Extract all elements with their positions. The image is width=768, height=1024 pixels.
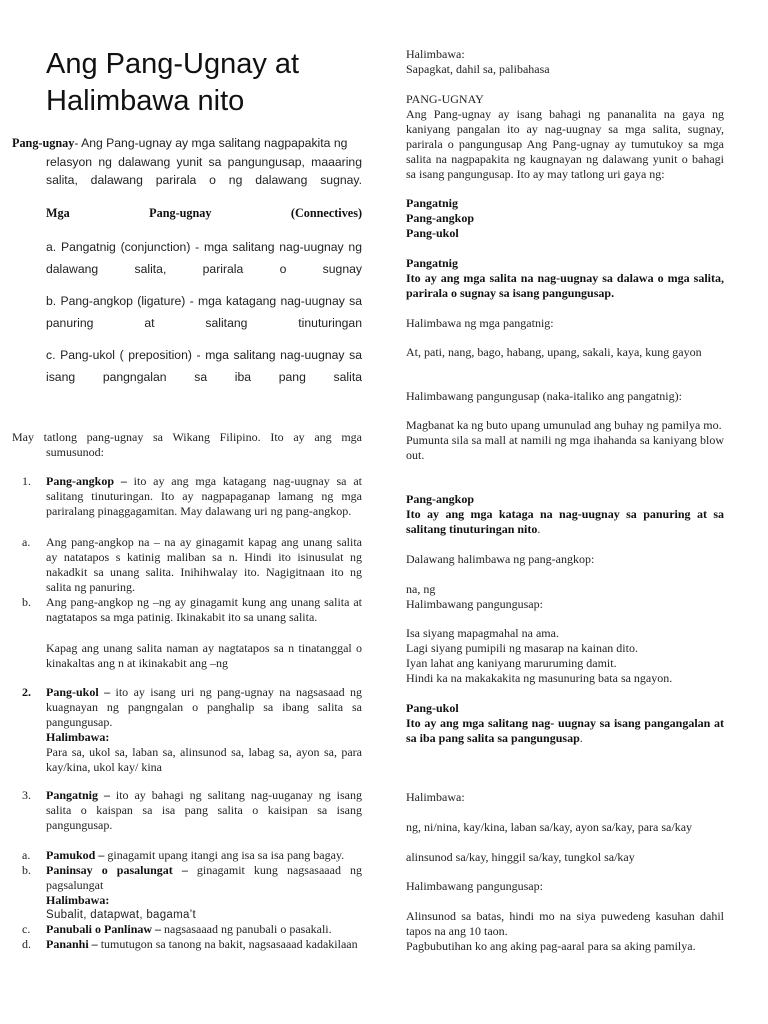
pangangkop-sentences-label: Halimbawang pangungusap: — [406, 597, 543, 611]
connectives-label: (Connectives) — [290, 206, 362, 220]
item-pangangkop — [46, 294, 362, 331]
definition-term: Pang-ugnay — [12, 136, 75, 150]
pangangkop-examples: na, ng — [406, 582, 436, 596]
intro-paragraph — [12, 430, 362, 460]
pangangkop-definition-end: . — [537, 522, 541, 536]
list-item-3c-letter: c. — [22, 922, 31, 936]
list-item-1b — [22, 595, 362, 625]
pangatnig-sentence-2: Pumunta sila sa mall at namili ng mga ihahanda sa kaniyang blow out. — [406, 433, 724, 462]
right-halimbawa-label: Halimbawa: — [406, 47, 465, 61]
pangukol-heading: Pang-ukol — [406, 701, 459, 715]
list-item-3a-term: Pamukod – — [46, 848, 105, 862]
item-b-line-1: b. Pang-angkop (ligature) - mga katagang nag-uugnay sa — [46, 294, 362, 308]
types-list-item-1: Pangatnig — [406, 196, 459, 210]
list-item-3b — [22, 863, 362, 923]
page-title — [46, 46, 366, 120]
list-item-3 — [22, 788, 362, 833]
list-item-3a — [22, 848, 362, 863]
list-item-3d — [22, 937, 362, 952]
intro-line-2: sumusunod: — [46, 445, 105, 459]
pangukol-examples-2: alinsunod sa/kay, hinggil sa/kay, tungkol sa/kay — [406, 850, 635, 864]
list-item-3b-examples: Subalit, datapwat, bagama’t — [46, 909, 197, 921]
pangukol-sentences-label: Halimbawang pangungusap: — [406, 879, 543, 893]
connectives-mga: Mga — [46, 206, 70, 220]
list-item-1a-text: Ang pang-angkop na – na ay ginagamit kapag ang unang salita ay natatapos s katinig maliban sa n. Hindi ito isinusulat ng nakadkit sa unang salita. Inihihwalay ito. Nagigitnaan ito ng salita ng panuring. — [46, 535, 362, 594]
pangatnig-sentence-1: Magbanat ka ng buto upang umunulad ang buhay ng pamilya mo. — [406, 418, 722, 432]
list-item-3c — [22, 922, 362, 937]
list-item-2-text: ito ay isang uri ng pang-ugnay na nagsasaad ng kuagnayan ng pangngalan o panghalip sa ibang salita sa pangungusap. — [46, 685, 362, 729]
pangukol-definition: Ito ay ang mga salitang nag- uugnay sa isang pangangalan at sa iba pang salita sa pangungusap — [406, 716, 724, 745]
connectives-pangugnay: Pang-ugnay — [149, 206, 212, 220]
pangatnig-definition: Ito ay ang mga salita na nag-uugnay sa dalawa o mga salita, parirala o sugnay sa isang pangungusap. — [406, 271, 724, 300]
list-item-1b-text: Ang pang-angkop ng –ng ay ginagamit kung ang unang salita at nagtatapos sa mga patinig. Ikinakabit ito sa unang salita. — [46, 595, 362, 624]
list-item-1-number: 1. — [22, 474, 31, 488]
definition-line-2: relasyon ng dalawang yunit sa pangungusap, maaaring — [46, 154, 362, 169]
list-item-3c-text: nagsasaaad ng panubali o pasakali. — [161, 922, 332, 936]
pangatnig-examples: At, pati, nang, bago, habang, upang, sakali, kaya, kung gayon — [406, 345, 702, 359]
list-item-3b-halimbawa: Halimbawa: — [46, 893, 110, 907]
types-list-item-2: Pang-angkop — [406, 211, 475, 225]
pangatnig-sentences-label: Halimbawang pangungusap (naka-italiko ang pangatnig): — [406, 389, 682, 403]
pangangkop-definition: Ito ay ang mga kataga na nag-uugnay sa panuring at sa salitang tinuturingan nito — [406, 507, 724, 536]
list-item-3-term: Pangatnig – — [46, 788, 110, 802]
list-item-2-term: Pang-ukol – — [46, 685, 111, 699]
item-a-line-2: dalawang salita, parirala o sugnay — [46, 261, 362, 276]
item-a-line-1: a. Pangatnig (conjunction) - mga salitang nag-uugnay ng — [46, 240, 362, 254]
list-item-1a — [22, 535, 362, 595]
pangukol-definition-end: . — [579, 731, 583, 745]
pangukol-section — [406, 701, 724, 746]
pangukol-sentence-2: Pagbubutihan ko ang aking pag-aaral para sa aking pamilya. — [406, 939, 696, 953]
item-b-line-2: panuring at salitang tinuturingan — [46, 315, 362, 330]
list-item-2-examples: Para sa, ukol sa, laban sa, alinsunod sa, labag sa, ayon sa, para kay/kina, ukol kay/ kina — [46, 745, 362, 774]
list-item-3c-term: Panubali o Panlinaw – — [46, 922, 162, 936]
types-list — [406, 196, 724, 241]
item-pangukol — [46, 348, 362, 385]
item-c-line-2: isang pangngalan sa iba pang salita — [46, 369, 362, 384]
list-item-2-number: 2. — [22, 685, 31, 699]
definition-line-3: salita, dalawang parirala o ng dalawang sugnay. — [46, 173, 362, 187]
list-item-3b-text: ginagamit kung nagsasaaad ng pagsalungat — [46, 863, 362, 892]
list-item-1 — [22, 474, 362, 519]
intro-line-1: May tatlong pang-ugnay sa Wikang Filipino. Ito ay ang mga — [12, 430, 362, 444]
list-item-1a-letter: a. — [22, 535, 31, 549]
pangangkop-examples-block — [406, 582, 724, 612]
pangukol-sentence-1: Alinsunod sa batas, hindi mo na siya puwedeng kasuhan dahil tapos na ang 10 taon. — [406, 909, 724, 938]
pangukol-sentences — [406, 909, 724, 954]
pangatnig-examples-label: Halimbawa ng mga pangatnig: — [406, 316, 554, 330]
pangangkop-sentence-1: Isa siyang mapagmahal na ama. — [406, 626, 559, 640]
types-list-item-3: Pang-ukol — [406, 226, 459, 240]
item-pangatnig — [46, 240, 362, 277]
pangatnig-sentences — [406, 418, 724, 463]
list-item-3-number: 3. — [22, 788, 31, 802]
pangugnay-paragraph: Ang Pang-ugnay ay isang bahagi ng pananalita na gaya ng kaniyang pangalan ito ay nag-uugnay sa mga salita, sugnay, parirala o pangungusap Ang Pang-ugnay ay tumutukoy sa mga salita na nagpapakita ng kaugnayan ng dalawang yunit o bahagi sa isang pangungusap. Ito ay may tatlong uri gaya ng: — [406, 107, 724, 181]
list-item-3d-term: Pananhi – — [46, 937, 98, 951]
list-item-3d-letter: d. — [22, 937, 31, 951]
list-item-3b-term: Paninsay o pasalungat – — [46, 863, 188, 877]
list-item-3a-letter: a. — [22, 848, 31, 862]
pangukol-examples-1: ng, ni/nina, kay/kina, laban sa/kay, ayon sa/kay, para sa/kay — [406, 820, 693, 834]
list-item-1b-note: Kapag ang unang salita naman ay nagtatapos sa n tinatanggal o kinakaltas ang n at ikinakabit ang –ng — [46, 641, 362, 670]
pangatnig-section — [406, 256, 724, 301]
pangangkop-sentences — [406, 626, 724, 686]
definition-line-1: - Ang Pang-ugnay ay mga salitang nagpapakita ng — [74, 136, 348, 150]
right-halimbawa-block — [406, 47, 724, 77]
title-line-2: Halimbawa nito — [46, 85, 245, 117]
list-item-1b-letter: b. — [22, 595, 31, 609]
definition-paragraph — [12, 136, 362, 189]
pangangkop-sentence-4: Hindi ka na makakakita ng masunuring bata sa ngayon. — [406, 671, 673, 685]
item-c-line-1: c. Pang-ukol ( preposition) - mga salitang nag-uugnay sa — [46, 348, 362, 362]
pangatnig-heading: Pangatnig — [406, 256, 459, 270]
pangugnay-section — [406, 92, 724, 182]
list-item-3a-text: ginagamit upang itangi ang isa sa isa pang bagay. — [104, 848, 345, 862]
pangukol-examples-label: Halimbawa: — [406, 790, 465, 804]
pangangkop-examples-label: Dalawang halimbawa ng pang-angkop: — [406, 552, 595, 566]
list-item-3-text: ito ay bahagi ng salitang nag-uuganay ng isang salita o kaispan sa isa pang salita o kaisipan sa isang pangungusap. — [46, 788, 363, 832]
list-item-1-text: ito ay ang mga katagang nag-uugnay sa at salitang tinuturingan. Ito ay nagpapaganap lamang ng mga pariralang pinaggagamitan. May dalawang uri ng pang-angkop. — [46, 474, 362, 518]
pangangkop-section — [406, 492, 724, 537]
pangugnay-heading: PANG-UGNAY — [406, 92, 484, 106]
list-item-3b-letter: b. — [22, 863, 31, 877]
pangangkop-heading: Pang-angkop — [406, 492, 475, 506]
connectives-heading — [46, 206, 362, 222]
list-item-1-term: Pang-angkop – — [46, 474, 127, 488]
pangangkop-sentence-2: Lagi siyang pumipili ng masarap na kainan dito. — [406, 641, 638, 655]
right-halimbawa-examples: Sapagkat, dahil sa, palibahasa — [406, 62, 550, 76]
title-line-1: Ang Pang-Ugnay at — [46, 48, 300, 80]
list-item-2-halimbawa: Halimbawa: — [46, 730, 110, 744]
pangangkop-sentence-3: Iyan lahat ang kaniyang maruruming damit. — [406, 656, 617, 670]
list-item-2 — [22, 685, 362, 775]
list-item-3d-text: tumutugon sa tanong na bakit, nagsasaaad kadakilaan — [97, 937, 358, 951]
